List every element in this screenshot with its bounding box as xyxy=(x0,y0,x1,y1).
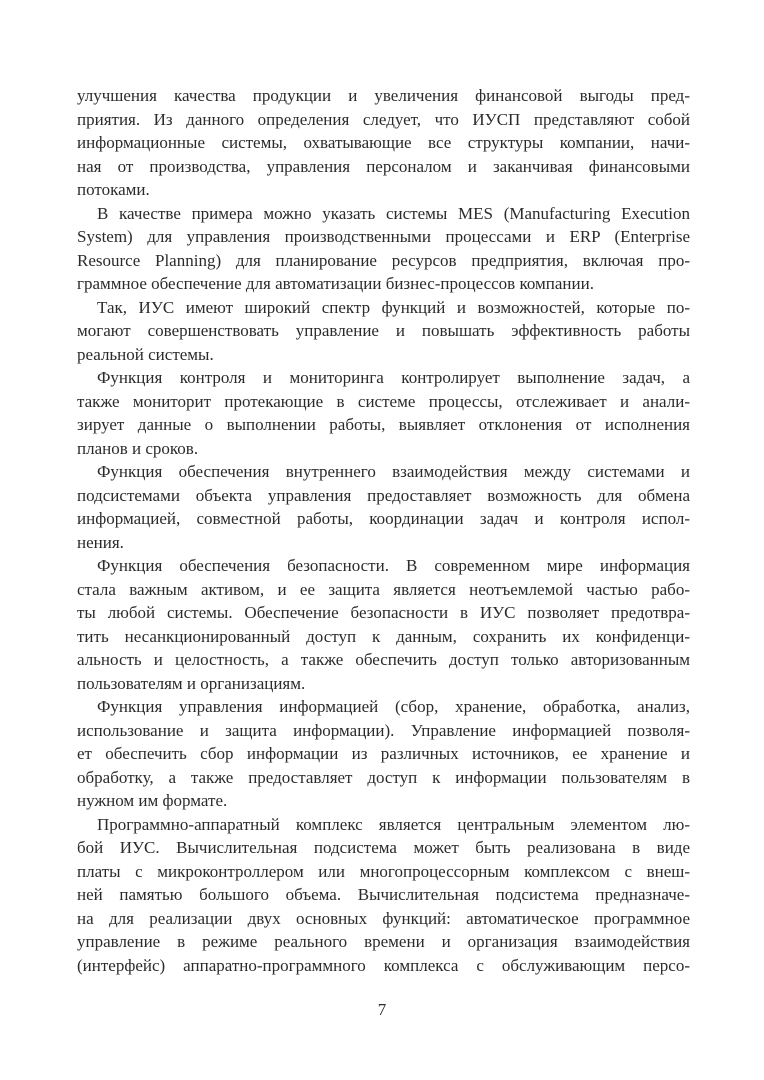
paragraph xyxy=(77,366,690,460)
text-line: (интерфейс) аппаратно-программного комплекса с обслуживающим персо- xyxy=(77,955,690,975)
text-line: пользователям и организациям. xyxy=(77,673,306,693)
text-line: подсистемами объекта управления предоставляет возможность для обмена xyxy=(77,485,690,505)
text-line: планов и сроков. xyxy=(77,438,199,458)
text-line: Функция обеспечения внутреннего взаимодействия между системами и xyxy=(97,462,690,481)
text-line: информацией, совместной работы, координации задач и контроля испол- xyxy=(77,509,690,528)
paragraph xyxy=(77,202,690,296)
text-line: Функция контроля и мониторинга контролирует выполнение задач, а xyxy=(97,368,690,387)
paragraph xyxy=(77,84,690,202)
text-line: В качестве примера можно указать системы MES (Manufacturing Execution xyxy=(97,203,690,223)
text-line: реальной системы. xyxy=(77,344,214,364)
text-line: Так, ИУС имеют широкий спектр функций и возможностей, которые по- xyxy=(97,297,690,317)
text-line: Программно-аппаратный комплекс является центральным элементом лю- xyxy=(97,814,690,834)
paragraph xyxy=(77,813,690,978)
text-line: Функция управления информацией (сбор, хранение, обработка, анализ, xyxy=(97,697,690,716)
text-line: использование и защита информации). Управление информацией позволя- xyxy=(77,720,690,740)
text-line: ет обеспечить сбор информации из различных источников, ее хранение и xyxy=(77,744,690,763)
text-line: бой ИУС. Вычислительная подсистема может быть реализована в виде xyxy=(77,838,690,857)
text-line: стала важным активом, и ее защита является неотъемлемой частью рабо- xyxy=(77,579,690,599)
text-line: зирует данные о выполнении работы, выявляет отклонения от исполнения xyxy=(77,415,690,434)
text-line: потоками. xyxy=(77,180,150,199)
text-block xyxy=(77,84,690,977)
paragraph xyxy=(77,296,690,367)
text-line: платы с микроконтроллером или многопроцессорным комплексом с внеш- xyxy=(77,861,690,881)
text-line: управление в режиме реального времени и организация взаимодействия xyxy=(77,932,690,951)
text-line: на для реализации двух основных функций: автоматическое программное xyxy=(77,908,690,928)
text-line: также мониторит протекающие в системе процессы, отслеживает и анали- xyxy=(77,391,690,411)
text-line: приятия. Из данного определения следует, что ИУСП представляют собой xyxy=(77,109,690,129)
text-line: улучшения качества продукции и увеличения финансовой выгоды пред- xyxy=(77,86,690,105)
text-line: тить несанкционированный доступ к данным, сохранить их конфиденци- xyxy=(77,626,690,646)
text-line: нужном им формате. xyxy=(77,791,228,810)
text-line: обработку, а также предоставляет доступ к информации пользователям в xyxy=(77,767,690,787)
text-line: граммное обеспечение для автоматизации бизнес-процессов компании. xyxy=(77,274,594,293)
paragraph xyxy=(77,460,690,554)
text-line: альность и целостность, а также обеспечить доступ только авторизованным xyxy=(77,650,690,669)
text-line: могают совершенствовать управление и повышать эффективность работы xyxy=(77,321,690,340)
text-line: ней памятью большого объема. Вычислительная подсистема предназначе- xyxy=(77,885,690,904)
text-line: Resource Planning) для планирование ресурсов предприятия, включая про- xyxy=(77,250,690,270)
paragraph xyxy=(77,695,690,813)
text-line: Функция обеспечения безопасности. В современном мире информация xyxy=(97,556,690,575)
text-line: ты любой системы. Обеспечение безопасности в ИУС позволяет предотвра- xyxy=(77,603,690,622)
text-line: ная от производства, управления персоналом и заканчивая финансовыми xyxy=(77,156,690,176)
page-number: 7 xyxy=(377,1000,387,1019)
text-line: информационные системы, охватывающие все структуры компании, начи- xyxy=(77,133,690,152)
paragraph xyxy=(77,554,690,695)
text-line: нения. xyxy=(77,532,124,552)
text-line: System) для управления производственными процессами и ERP (Enterprise xyxy=(77,227,690,246)
page-footer xyxy=(0,1000,764,1020)
